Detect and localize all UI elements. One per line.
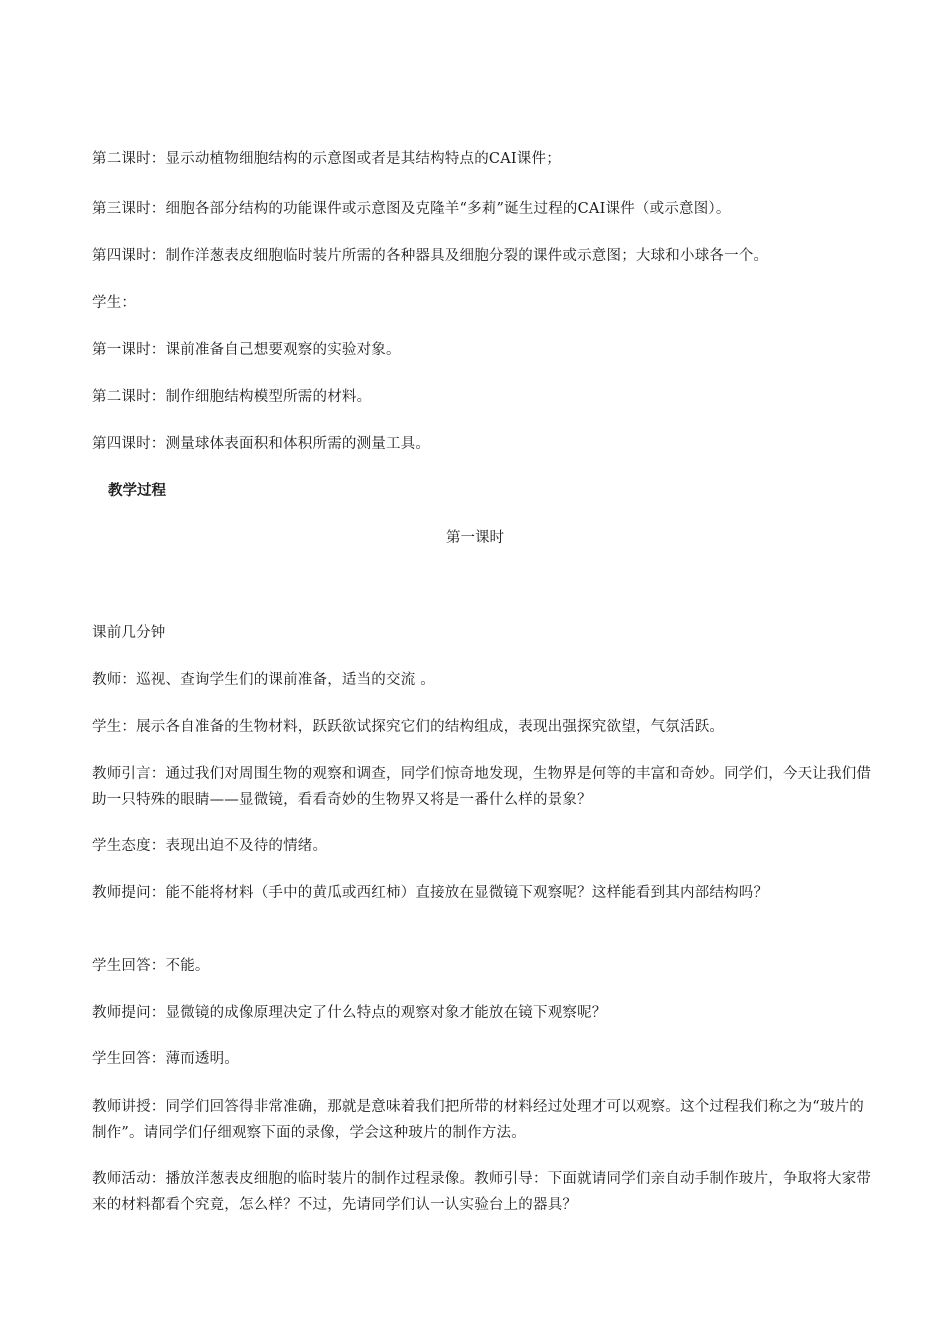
prep-teacher-lesson-2: 第二课时：显示动植物细胞结构的示意图或者是其结构特点的CAI课件；	[92, 151, 561, 167]
paragraph-pre-class: 课前几分钟	[92, 625, 166, 641]
paragraph-student-show: 学生：展示各自准备的生物材料，跃跃欲试探究它们的结构组成，表现出强探究欲望，气氛活跃。	[92, 719, 725, 735]
paragraph-teacher-question-2: 教师提问：显微镜的成像原理决定了什么特点的观察对象才能放在镜下观察呢？	[92, 1005, 607, 1021]
prep-teacher-lesson-3: 第三课时：细胞各部分结构的功能课件或示意图及克隆羊“多莉”诞生过程的CAI课件（或示意图）。	[92, 201, 731, 217]
paragraph-teacher-question-1: 教师提问：能不能将材料（手中的黄瓜或西红柿）直接放在显微镜下观察呢？这样能看到其内部结构吗？	[92, 885, 769, 901]
paragraph-teacher-activity: 教师活动：播放洋葱表皮细胞的临时装片的制作过程录像。教师引导：下面就请同学们亲自动手制作玻片，争取将大家带来的材料都看个究竟，怎么样？不过，先请同学们认一认实验台上的器具？	[92, 1171, 872, 1213]
paragraph-student-answer-2: 学生回答：薄而透明。	[92, 1051, 239, 1067]
paragraph-student-answer-1: 学生回答：不能。	[92, 958, 210, 974]
prep-teacher-lesson-4: 第四课时：制作洋葱表皮细胞临时装片所需的各种器具及细胞分裂的课件或示意图；大球和小球各一个。	[92, 248, 769, 264]
section-heading: 教学过程	[108, 483, 166, 499]
paragraph-teacher-lecture: 教师讲授：同学们回答得非常准确，那就是意味着我们把所带的材料经过处理才可以观察。这个过程我们称之为“玻片的制作”。请同学们仔细观察下面的录像，学会这种玻片的制作方法。	[92, 1099, 865, 1141]
prep-student-lesson-1: 第一课时：课前准备自己想要观察的实验对象。	[92, 342, 401, 358]
prep-student-lesson-2: 第二课时：制作细胞结构模型所需的材料。	[92, 389, 372, 405]
paragraph-student-attitude: 学生态度：表现出迫不及待的情绪。	[92, 838, 328, 854]
paragraph-teacher-patrol: 教师：巡视、查询学生们的课前准备，适当的交流 。	[92, 672, 435, 688]
lesson-title: 第一课时	[446, 530, 504, 546]
student-label: 学生：	[92, 295, 137, 311]
prep-student-lesson-4: 第四课时：测量球体表面积和体积所需的测量工具。	[92, 436, 431, 452]
paragraph-teacher-intro: 教师引言：通过我们对周围生物的观察和调查，同学们惊奇地发现，生物界是何等的丰富和奇妙。同学们，今天让我们借助一只特殊的眼睛——显微镜，看看奇妙的生物界又将是一番什么样的景象？	[92, 766, 872, 808]
